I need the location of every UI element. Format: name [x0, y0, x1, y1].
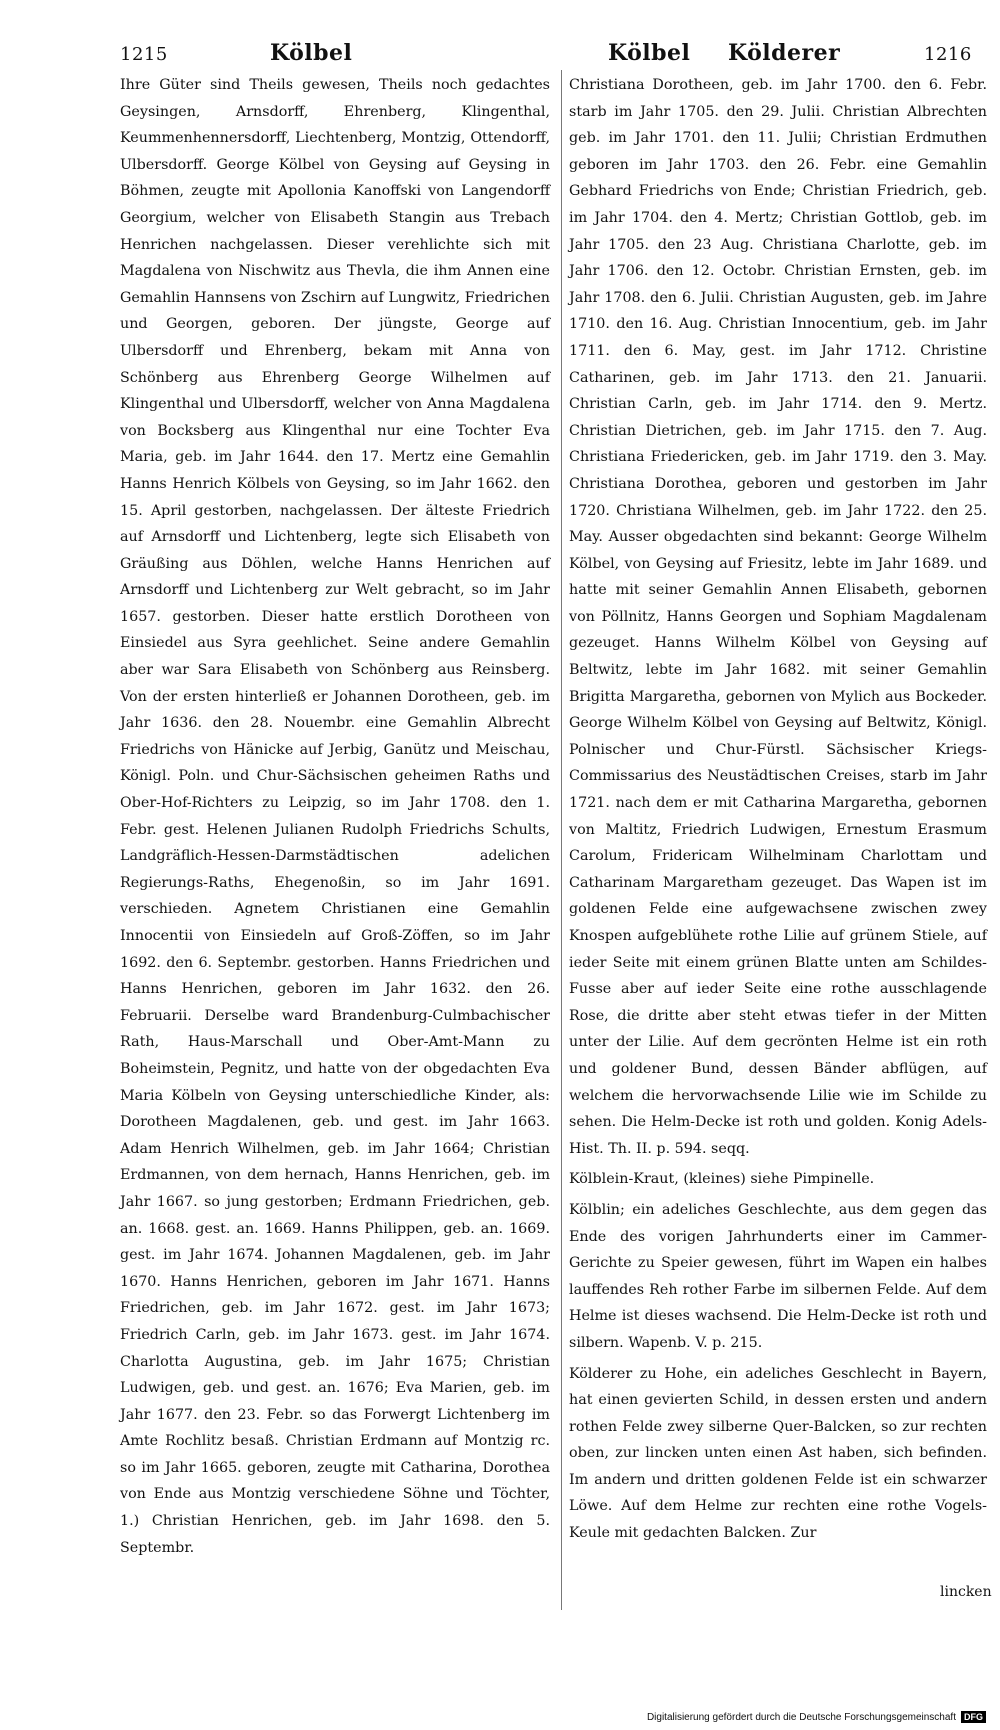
column-divider	[561, 70, 562, 1610]
right-page-number: 1216	[924, 44, 972, 65]
left-headword: Kölbel	[270, 40, 353, 66]
entry-koelblin: Kölblin; ein adeliches Geschlechte, aus dem gegen das Ende des vorigen Jahrhunderts einer im Cammer-Gerichte zu Speier gewesen, führt im Wapen ein halbes lauffendes Reh rother Farbe im silbernen Felde. Auf dem Helme ist dieses wachsend. Die Helm-Decke ist roth und silbern. Wapenb. V. p. 215.	[569, 1201, 987, 1351]
right-headword-1: Kölbel	[608, 40, 691, 66]
right-headword-2: Kölderer	[728, 40, 841, 66]
footer-credit-text: Digitalisierung gefördert durch die Deutsche Forschungsgemeinschaft	[646, 1711, 956, 1723]
left-page-number: 1215	[120, 44, 168, 65]
right-column	[569, 72, 987, 1547]
entry-koelblein-kraut: Kölblein-Kraut, (kleines) siehe Pimpinelle.	[569, 1171, 875, 1188]
footer-credit	[647, 1709, 986, 1725]
entry-koelbel-continued: Christiana Dorotheen, geb. im Jahr 1700. den 6. Febr. starb im Jahr 1705. den 29. Julii. Christian Albrechten geb. im Jahr 1701. den 11. Julii; Christian Erdmuthen geboren im Jahr 1703. den 26. Febr. eine Gemahlin Gebhard Friedrichs von Ende; Christian Friedrich, geb. im Jahr 1704. den 4. Mertz; Christian Gottlob, geb. im Jahr 1705. den 23 Aug. Christiana Charlotte, geb. im Jahr 1706. den 12. Octobr. Christian Ernsten, geb. im Jahr 1708. den 6. Julii. Christian Augusten, geb. im Jahre 1710. den 16. Aug. Christian Innocentium, geb. im Jahr 1711. den 6. May, gest. im Jahr 1712. Christine Catharinen, geb. im Jahr 1713. den 21. Januarii. Christian Carln, geb. im Jahr 1714. den 9. Mertz. Christian Dietrichen, geb. im Jahr 1715. den 7. Aug. Christiana Friedericken, geb. im Jahr 1719. den 3. May. Christiana Dorothea, geboren und gestorben im Jahr 1720. Christiana Wilhelmen, geb. im Jahr 1722. den 25. May. Ausser obgedachten sind bekannt: George Wilhelm Kölbel, von Geysing auf Friesitz, lebte im Jahr 1689. und hatte mit seiner Gemahlin Annen Elisabeth, gebornen von Pöllnitz, Hanns Georgen und Sophiam Magdalenam gezeuget. Hanns Wilhelm Kölbel von Geysing auf Beltwitz, lebte im Jahr 1682. mit seiner Gemahlin Brigitta Margaretha, gebornen von Mylich aus Bockeder. George Wilhelm Kölbel von Geysing auf Beltwitz, Königl. Polnischer und Chur-Fürstl. Sächsischer Kriegs-Commissarius des Neustädtischen Creises, starb im Jahr 1721. nach dem er mit Catharina Margaretha, gebornen von Maltitz, Friedrich Ludwigen, Ernestum Erasmum Carolum, Fridericam Wilhelminam Charlottam und Catharinam Margaretham gezeuget. Das Wapen ist im goldenen Felde eine aufgewachsene zwischen zwey Knospen aufgeblühete rothe Lilie auf grünem Stiele, auf ieder Seite mit einem grünen Blatte unten am Schildes-Fusse aber auf ieder Seite eine rothe ausschlagende Rose, die dritte aber steht etwas tiefer in der Mitten unter der Lilie. Auf dem gecrönten Helme ist ein roth und goldener Bund, dessen Bänder abflügen, auf welchem die hervorwachsende Lilie wie im Schilde zu sehen. Die Helm-Decke ist roth und golden. Konig Adels-Hist. Th. II. p. 594. seqq.	[569, 77, 987, 1157]
left-column-text: Ihre Güter sind Theils gewesen, Theils noch gedachtes Geysingen, Arnsdorff, Ehrenberg, Klingenthal, Keummenhennersdorff, Liechtenberg, Montzig, Ottendorff, Ulbersdorff. George Kölbel von Geysing auf Geysing in Böhmen, zeugte mit Apollonia Kanoffski von Langendorff Georgium, welcher von Elisabeth Stangin aus Trebach Henrichen nachgelassen. Dieser verehlichte sich mit Magdalena von Nischwitz aus Thevla, die ihm Annen eine Gemahlin Hannsens von Zschirn auf Lungwitz, Friedrichen und Georgen, geboren. Der jüngste, George auf Ulbersdorff und Ehrenberg, bekam mit Anna von Schönberg aus Ehrenberg George Wilhelmen auf Klingenthal und Ulbersdorff, welcher von Anna Magdalena von Bocksberg aus Klingenthal nur eine Tochter Eva Maria, geb. im Jahr 1644. den 17. Mertz eine Gemahlin Hanns Henrich Kölbels von Geysing, so im Jahr 1662. den 15. April gestorben, nachgelassen. Der älteste Friedrich auf Arnsdorff und Lichtenberg, legte sich Elisabeth von Gräußing aus Döhlen, welche Hanns Henrichen auf Arnsdorff und Lichtenberg zur Welt gebracht, so im Jahr 1657. gestorben. Dieser hatte erstlich Dorotheen von Einsiedel aus Syra geehlichet. Seine andere Gemahlin aber war Sara Elisabeth von Schönberg aus Reinsberg. Von der ersten hinterließ er Johannen Dorotheen, geb. im Jahr 1636. den 28. Nouembr. eine Gemahlin Albrecht Friedrichs von Hänicke auf Jerbig, Ganütz und Meischau, Königl. Poln. und Chur-Sächsischen geheimen Raths und Ober-Hof-Richters zu Leipzig, so im Jahr 1708. den 1. Febr. gest. Helenen Julianen Rudolph Friedrichs Schults, Landgräflich-Hessen-Darmstädtischen adelichen Regierungs-Raths, Ehegenoßin, so im Jahr 1691. verschieden. Agnetem Christianen eine Gemahlin Innocentii von Einsiedeln auf Groß-Zöffen, so im Jahr 1692. den 6. Septembr. gestorben. Hanns Friedrichen und Hanns Henrichen, geboren im Jahr 1632. den 26. Februarii. Derselbe ward Brandenburg-Culmbachischer Rath, Haus-Marschall und Ober-Amt-Mann zu Boheimstein, Pegnitz, und hatte von der obgedachten Eva Maria Kölbeln von Geysing unterschiedliche Kinder, als: Dorotheen Magdalenen, geb. und gest. im Jahr 1663. Adam Henrich Wilhelmen, geb. im Jahr 1664; Christian Erdmannen, von dem hernach, Hanns Henrichen, geb. im Jahr 1667. so jung gestorben; Erdmann Friedrichen, geb. an. 1668. gest. an. 1669. Hanns Philippen, geb. an. 1669. gest. im Jahr 1674. Johannen Magdalenen, geb. im Jahr 1670. Hanns Henrichen, geboren im Jahr 1671. Hanns Friedrichen, geb. im Jahr 1672. gest. im Jahr 1673; Friedrich Carln, geb. im Jahr 1673. gest. im Jahr 1674. Charlotta Augustina, geb. im Jahr 1675; Christian Ludwigen, geb. und gest. an. 1676; Eva Marien, geb. im Jahr 1677. den 23. Febr. so das Forwergt Lichtenberg im Amte Rochlitz besaß. Christian Erdmann auf Montzig rc. so im Jahr 1665. geboren, zeugte mit Catharina, Dorothea von Ende aus Montzig verschiedene Söhne und Töchter, 1.) Christian Henrichen, geb. im Jahr 1698. den 5. Septembr.	[120, 77, 550, 1556]
entry-koelderer: Kölderer zu Hohe, ein adeliches Geschlecht in Bayern, hat einen gevierten Schild, in dessen ersten und andern rothen Felde zwey silberne Quer-Balcken, so zur rechten oben, zur lincken unten einen Ast haben, sich befinden. Im andern und dritten goldenen Felde ist ein schwarzer Löwe. Auf dem Helme zur rechten eine rothe Vogels-Keule mit gedachten Balcken. Zur	[569, 1365, 987, 1542]
catchword: lincken	[940, 1584, 992, 1600]
dfg-logo: DFG	[961, 1711, 986, 1723]
left-column	[120, 72, 550, 1561]
